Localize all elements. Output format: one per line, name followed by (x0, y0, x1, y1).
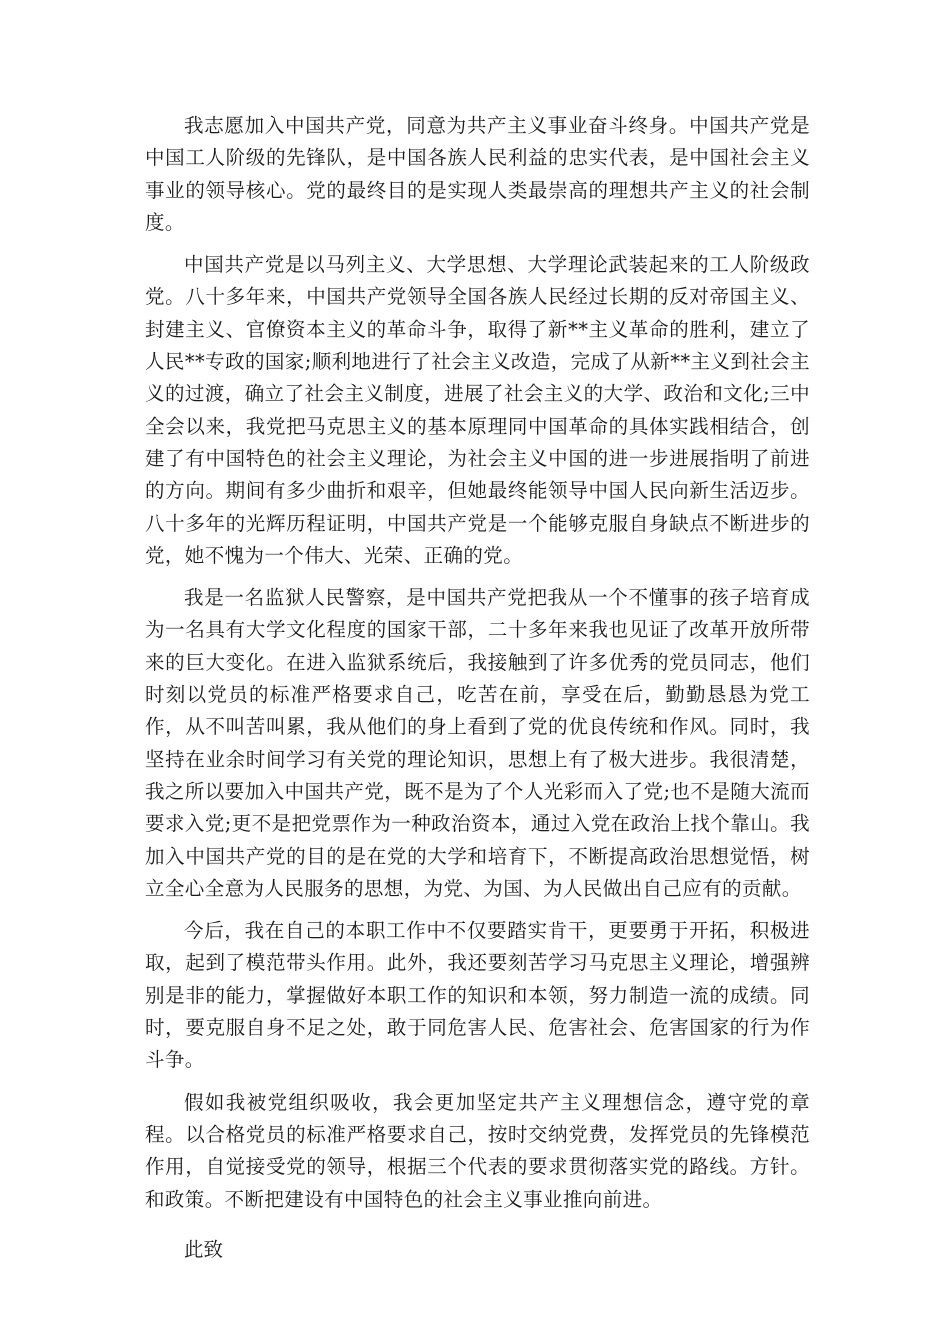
paragraph-5: 假如我被党组织吸收，我会更加坚定共产主义理想信念，遵守党的章程。以合格党员的标准严格要求自己，按时交纳党费，发挥党员的先锋模范作用，自觉接受党的领导，根据三个代表的要求贯彻落实党的路线。方针。和政策。不断把建设有中国特色的社会主义事业推向前进。 (145, 1090, 810, 1211)
paragraph-2: 中国共产党是以马列主义、大学思想、大学理论武装起来的工人阶级政党。八十多年来，中国共产党领导全国各族人民经过长期的反对帝国主义、封建主义、官僚资本主义的革命斗争，取得了新**主义革命的胜利，建立了人民**专政的国家;顺利地进行了社会主义改造，完成了从新**主义到社会主义的过渡，确立了社会主义制度，进展了社会主义的大学、政治和文化;三中全会以来，我党把马克思主义的基本原理同中国革命的具体实践相结合，创建了有中国特色的社会主义理论，为社会主义中国的进一步进展指明了前进的方向。期间有多少曲折和艰辛，但她最终能领导中国人民向新生活迈步。八十多年的光辉历程证明，中国共产党是一个能够克服自身缺点不断进步的党，她不愧为一个伟大、光荣、正确的党。 (145, 253, 810, 567)
paragraph-3: 我是一名监狱人民警察，是中国共产党把我从一个不懂事的孩子培育成为一名具有大学文化程度的国家干部，二十多年来我也见证了改革开放所带来的巨大变化。在进入监狱系统后，我接触到了许多优秀的党员同志，他们时刻以党员的标准严格要求自己，吃苦在前，享受在后，勤勤恳恳为党工作，从不叫苦叫累，我从他们的身上看到了党的优良传统和作风。同时，我坚持在业余时间学习有关党的理论知识，思想上有了极大进步。我很清楚，我之所以要加入中国共产党，既不是为了个人光彩而入了党;也不是随大流而要求入党;更不是把党票作为一种政治资本，通过入党在政治上找个靠山。我加入中国共产党的目的是在党的大学和培育下，不断提高政治思想觉悟，树立全心全意为人民服务的思想，为党、为国、为人民做出自己应有的贡献。 (145, 586, 810, 900)
paragraph-4: 今后，我在自己的本职工作中不仅要踏实肯干，更要勇于开拓，积极进取，起到了模范带头作用。此外，我还要刻苦学习马克思主义理论，增强辨别是非的能力，掌握做好本职工作的知识和本领，努力制造一流的成绩。同时，要克服自身不足之处，敢于同危害人民、危害社会、危害国家的行为作斗争。 (145, 919, 810, 1072)
letter-body (145, 110, 810, 1266)
paragraph-1: 我志愿加入中国共产党，同意为共产主义事业奋斗终身。中国共产党是中国工人阶级的先锋队，是中国各族人民利益的忠实代表，是中国社会主义事业的领导核心。党的最终目的是实现人类最崇高的理想共产主义的社会制度。 (145, 114, 810, 234)
closing-salutation: 此致 (184, 1237, 224, 1261)
